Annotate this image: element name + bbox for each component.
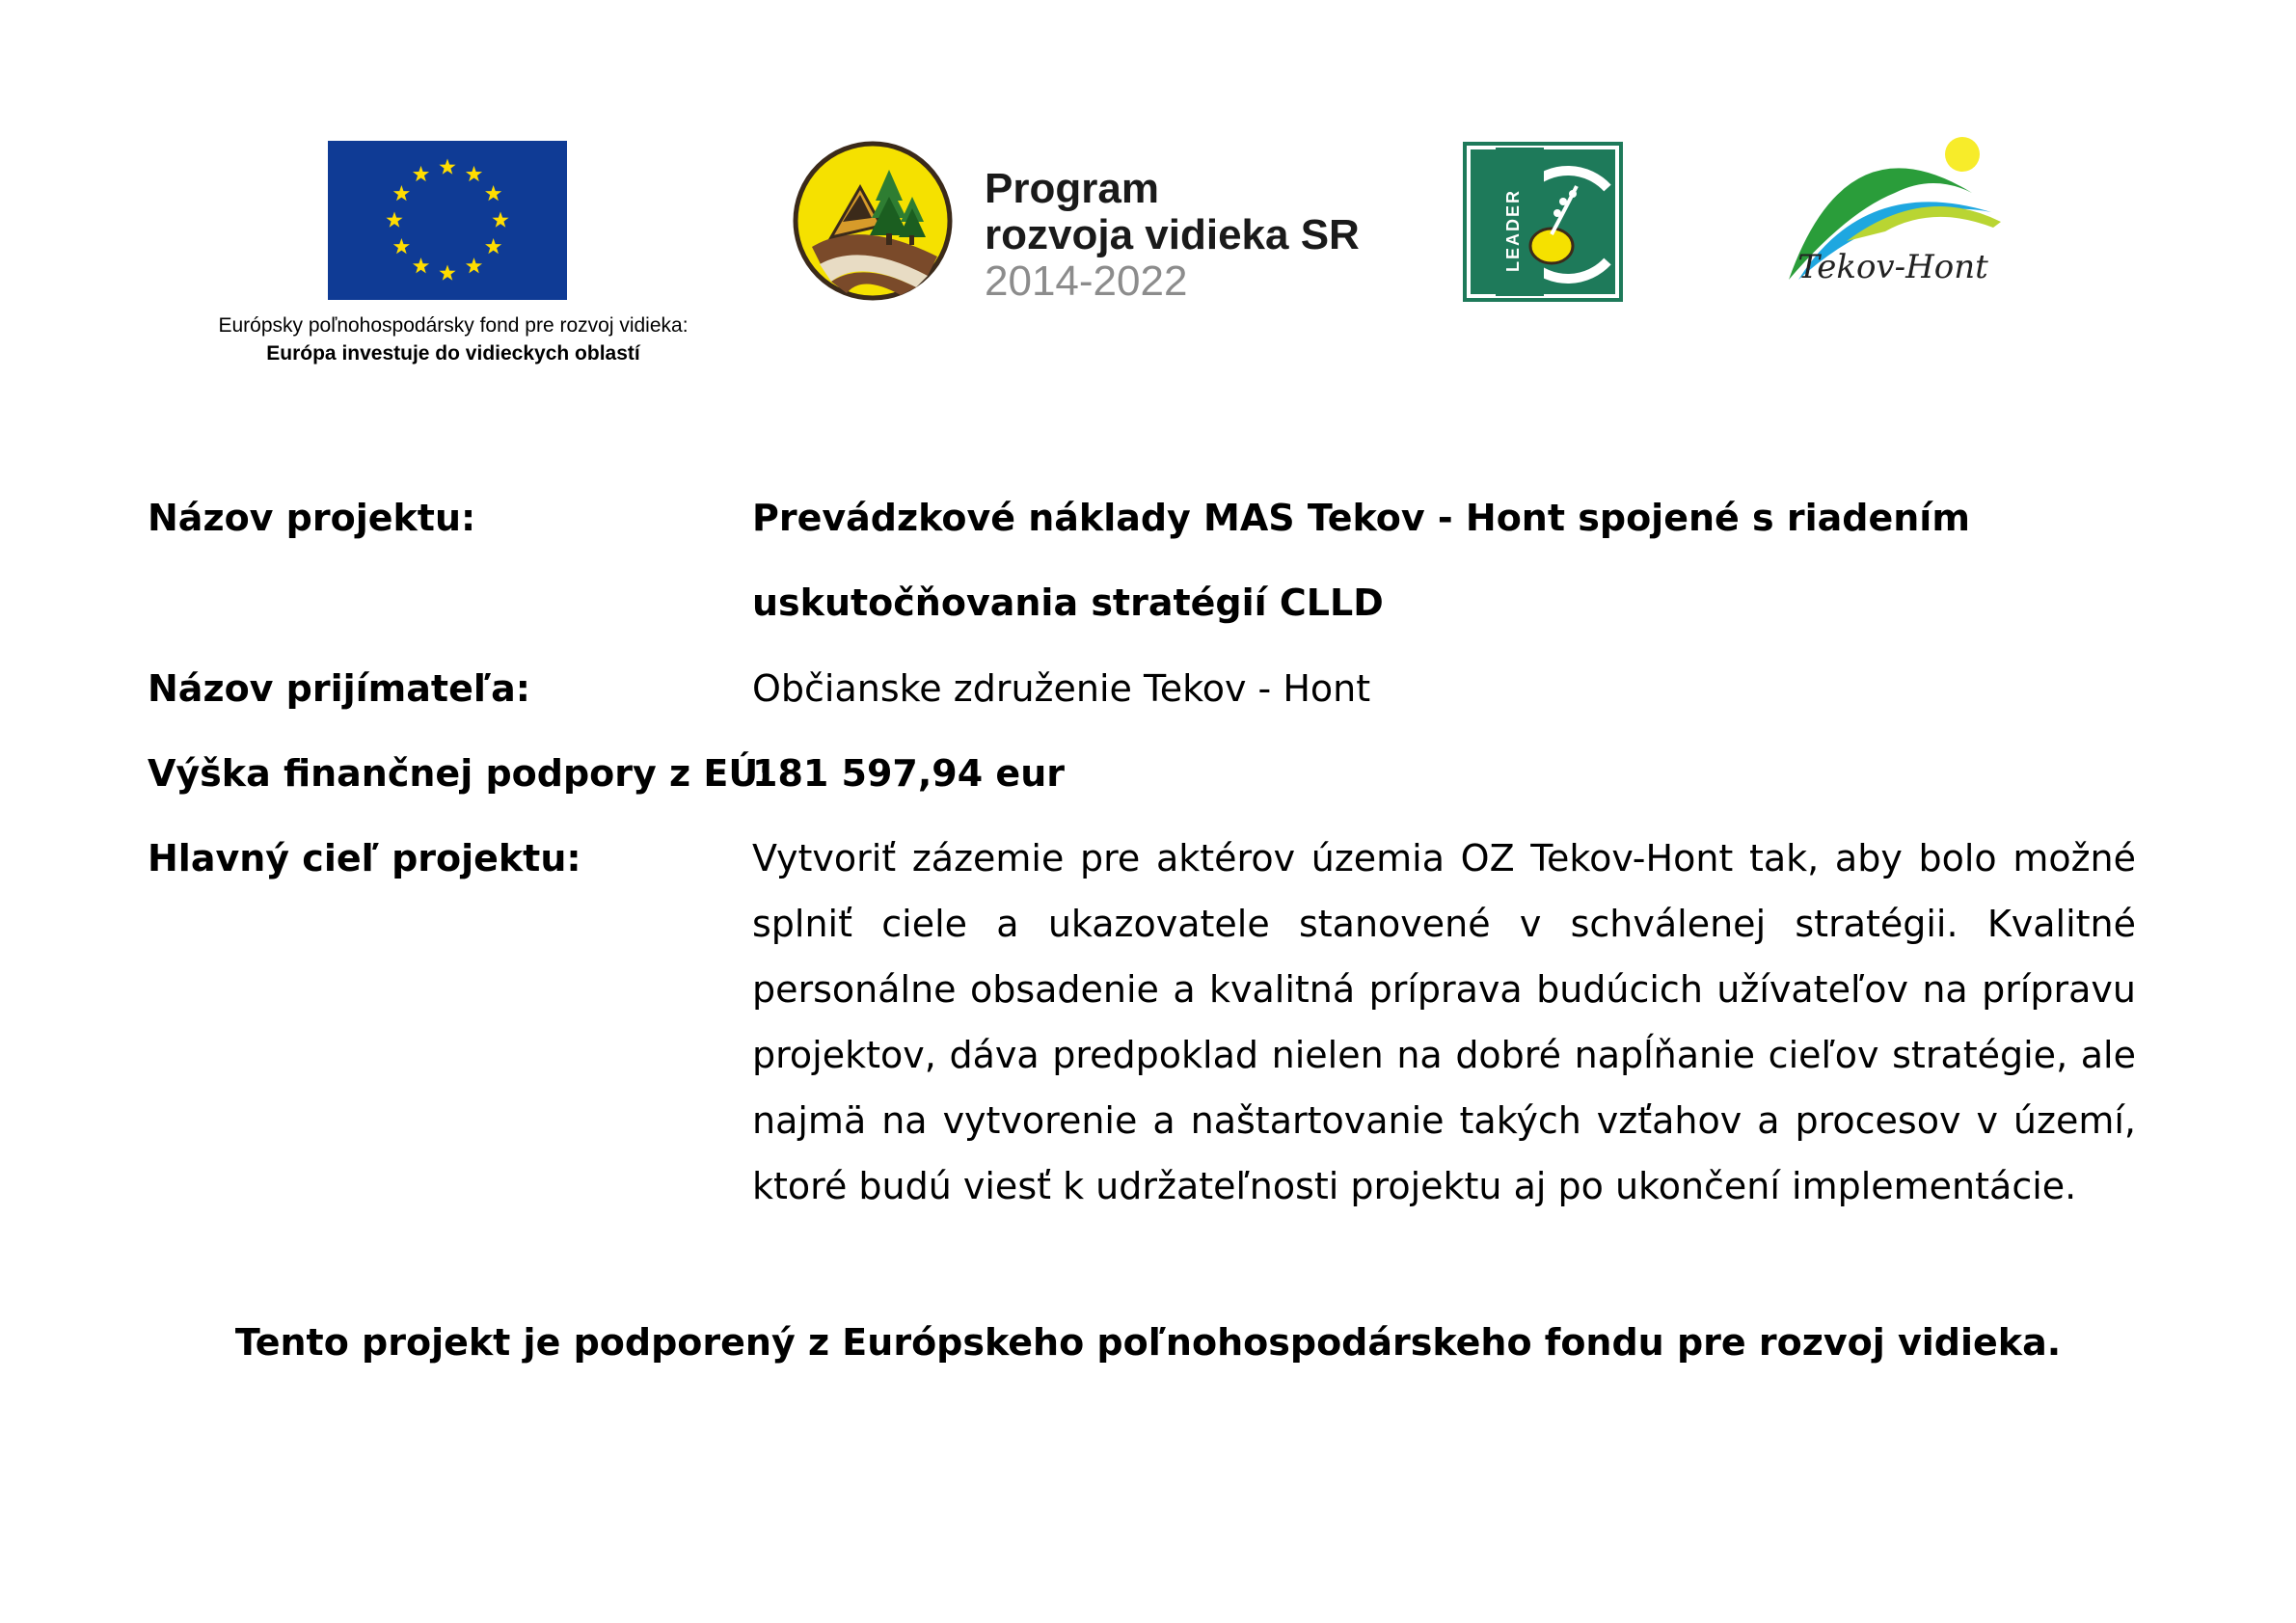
goal-label: Hlavný cieľ projektu: [148,837,581,879]
eu-caption-line2: Európa investuje do vidieckych oblastí [266,342,640,365]
logo-header [0,0,2296,405]
project-name-label: Názov projektu: [148,497,476,539]
support-value: 181 597,94 eur [752,752,1065,795]
recipient-value: Občianske združenie Tekov - Hont [752,667,1371,710]
prv-emblem-icon [793,141,953,301]
support-label: Výška finančnej podpory z EÚ: [148,752,773,795]
eu-flag-stars [328,141,567,300]
eu-caption-line1: Európsky poľnohospodársky fond pre rozvoj vidieka: [218,314,689,337]
eu-flag-icon [328,141,567,300]
prv-title-line1: Program [985,165,1159,212]
project-name-value: Prevádzkové náklady MAS Tekov - Hont spojené s riadením uskutočňovania stratégií CLLD [752,497,1970,624]
funding-footer: Tento projekt je podporený z Európskeho poľnohospodárskeho fondu pre rozvoj vidieka. [234,1321,2062,1364]
goal-value: Vytvoriť zázemie pre aktérov územia OZ Tekov-Hont tak, aby bolo možné splniť ciele a ukazovatele stanovené v schválenej stratégii. Kvalitné personálne obsadenie a kvalitná príprava budúcich užívateľov na prípravu projektov, dáva predpoklad nielen na dobré napĺňanie cieľov stratégie, ale najmä na vytvorenie a naštartovanie takých vzťahov a procesov v území, ktoré budú viesť k udržateľnosti projektu aj po ukončení implementácie. [752,837,2136,1207]
prv-years: 2014-2022 [985,257,1188,305]
tekov-hont-logo-icon [1779,135,2007,299]
leader-logo-icon [1463,142,1623,302]
svg-text:LEADER: LEADER [1503,188,1523,273]
prv-title-line2: rozvoja vidieka SR [985,211,1360,258]
svg-text:Tekov-Hont: Tekov-Hont [1797,248,1988,286]
recipient-label: Názov prijímateľa: [148,667,530,710]
